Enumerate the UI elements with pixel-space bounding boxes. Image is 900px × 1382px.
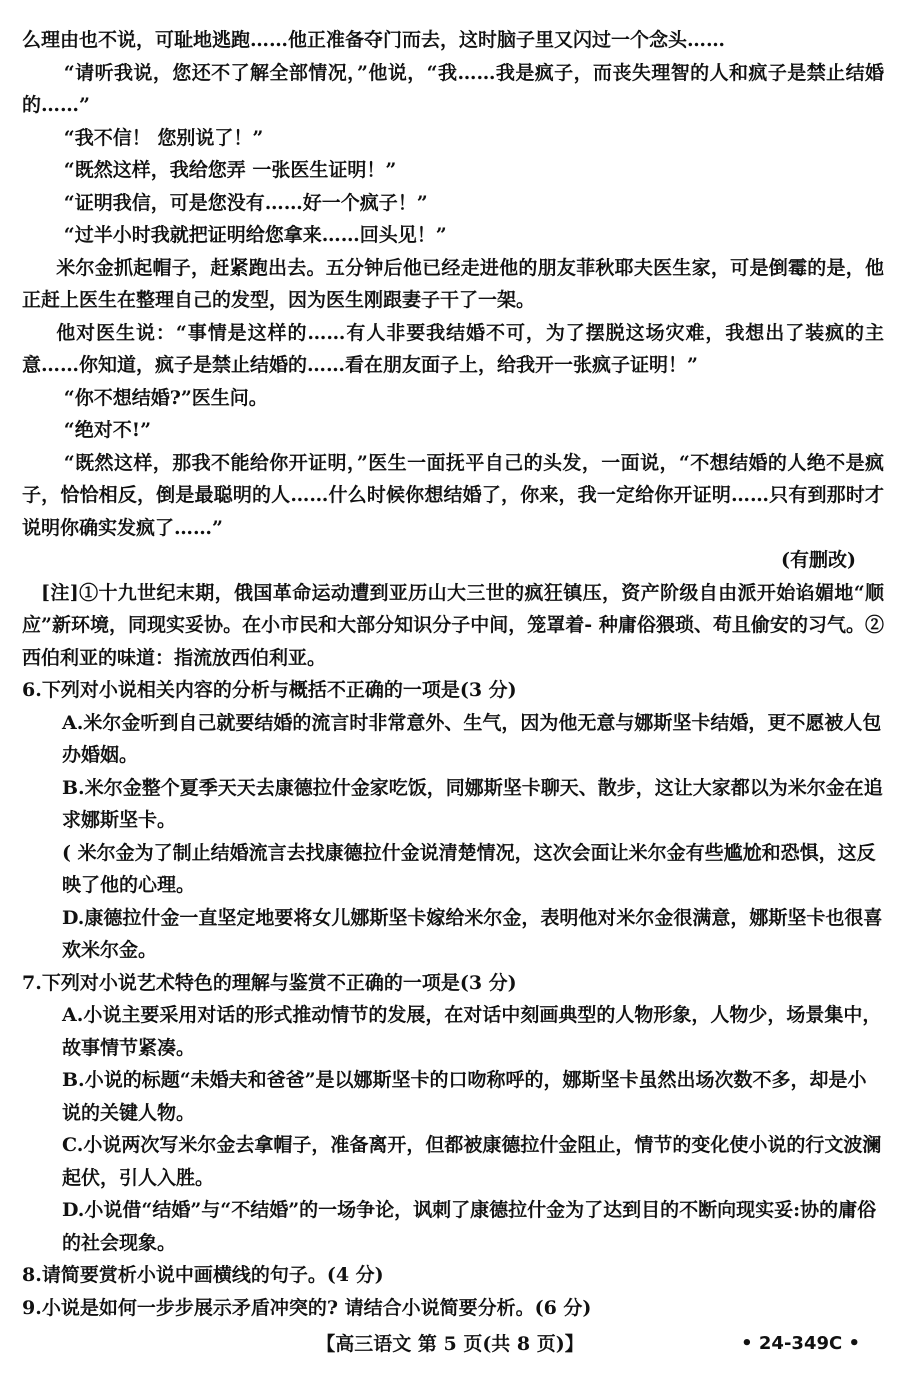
option-label: B. — [62, 776, 85, 799]
option-text: 小说的标题“未婚夫和爸爸”是以娜斯坚卡的口吻称呼的，娜斯坚卡虽然出场次数不多，却是小说的关键人物。 — [62, 1069, 867, 1124]
option-text: 米尔金听到自己就要结婚的流言时非常意外、生气，因为他无意与娜斯坚卡结婚，更不愿被人包办婚姻。 — [62, 711, 882, 766]
option-text: 康德拉什金一直坚定地要将女儿娜斯坚卡嫁给米尔金，表明他对米尔金很满意，娜斯坚卡也很喜欢米尔金。 — [62, 906, 883, 961]
edit-note: (有删改) — [781, 549, 856, 571]
question-6-option-a — [62, 707, 884, 772]
option-text: 小说主要采用对话的形式推动情节的发展，在对话中刻画典型的人物形象，人物少，场景集中，故事情节紧凑。 — [62, 1004, 882, 1059]
option-label: D. — [62, 1199, 85, 1221]
story-paragraph: “绝对不!” — [63, 419, 151, 441]
question-9: 9.小说是如何一步步展示矛盾冲突的? 请结合小说简要分析。(6 分) — [22, 1296, 592, 1319]
page-footer — [0, 1327, 900, 1361]
option-label: C. — [62, 1134, 84, 1156]
option-text: 米尔金整个夏季天天去康德拉什金家吃饭，同娜斯坚卡聊天、散步，这让大家都以为米尔金在追求娜斯坚卡。 — [62, 776, 883, 831]
question-7-option-d — [62, 1194, 884, 1259]
option-label: D. — [62, 906, 85, 929]
story-paragraph: 米尔金抓起帽子，赶紧跑出去。五分钟后他已经走进他的朋友菲秋耶夫医生家，可是倒霉的是，他正赶上医生在整理自己的发型，因为医生刚跟妻子干了一架。 — [22, 256, 884, 311]
option-text: 小说两次写米尔金去拿帽子，准备离开，但都被康德拉什金阻止，情节的变化使小说的行文波澜起伏，引人入胜。 — [62, 1134, 882, 1189]
option-label: A. — [62, 711, 84, 734]
story-paragraph: “你不想结婚?”医生问。 — [63, 386, 268, 409]
question-7-option-c — [62, 1129, 884, 1194]
story-paragraph: “既然这样，那我不能给你开证明，”医生一面抚平自己的头发，一面说，“不想结婚的人绝不是疯子，恰恰相反，倒是最聪明的人……什么时候你想结婚了，你来，我一定给你开证明……只有到那时才说明你确实发疯了……” — [22, 451, 884, 539]
question-6-stem: 6.下列对小说相关内容的分析与概括不正确的一项是(3 分) — [22, 679, 517, 701]
story-paragraph: “我不信！ 您别说了！” — [63, 126, 264, 149]
option-label: ( — [62, 841, 71, 864]
option-label: A. — [62, 1004, 84, 1026]
question-6-option-c — [62, 837, 884, 902]
story-paragraph: “请听我说，您还不了解全部情况，”他说，“我……我是疯子，而丧失理智的人和疯子是禁止结婚的……” — [22, 61, 884, 116]
option-text: 小说借“结婚”与“不结婚”的一场争论，讽刺了康德拉什金为了达到目的不断向现实妥:协的庸俗的社会现象。 — [62, 1199, 877, 1254]
page-number-label: 【高三语文 第 5 页(共 8 页)】 — [316, 1333, 584, 1355]
question-6-option-d — [62, 902, 884, 967]
document-page — [22, 24, 884, 1324]
story-paragraph: “既然这样，我给您弄 一张医生证明！” — [63, 159, 397, 181]
story-paragraph: “过半小时我就把证明给您拿来……回头见！” — [63, 224, 447, 246]
footnote: [注]①十九世纪末期，俄国革命运动遭到亚历山大三世的疯狂镇压，资产阶级自由派开始谄媚地“顺应”新环境，同现实妥协。在小市民和大部分知识分子中间，笼罩着- 种庸俗猥琐、苟且偷安的习气。②西伯利亚的味道：指流放西伯利亚。 — [22, 581, 884, 669]
story-paragraph: 他对医生说：“事情是这样的……有人非要我结婚不可，为了摆脱这场灾难，我想出了装疯的主意……你知道，疯子是禁止结婚的……看在朋友面子上，给我开一张疯子证明！” — [22, 321, 884, 376]
question-7-option-b — [62, 1064, 884, 1129]
option-label: B. — [62, 1069, 85, 1091]
question-7-option-a — [62, 999, 884, 1064]
story-paragraph: 么理由也不说，可耻地逃跑……他正准备夺门而去，这时脑子里又闪过一个念头…… — [22, 29, 726, 51]
question-6-option-b — [62, 772, 884, 837]
question-7-stem: 7.下列对小说艺术特色的理解与鉴赏不正确的一项是(3 分) — [22, 971, 517, 994]
exam-code: • 24-349C • — [741, 1333, 860, 1354]
story-paragraph: “证明我信，可是您没有……好一个疯子！” — [63, 191, 428, 214]
option-text: 米尔金为了制止结婚流言去找康德拉什金说清楚情况，这次会面让米尔金有些尴尬和恐惧，这反映了他的心理。 — [62, 841, 876, 896]
question-8: 8.请简要赏析小说中画横线的句子。(4 分) — [22, 1264, 384, 1286]
